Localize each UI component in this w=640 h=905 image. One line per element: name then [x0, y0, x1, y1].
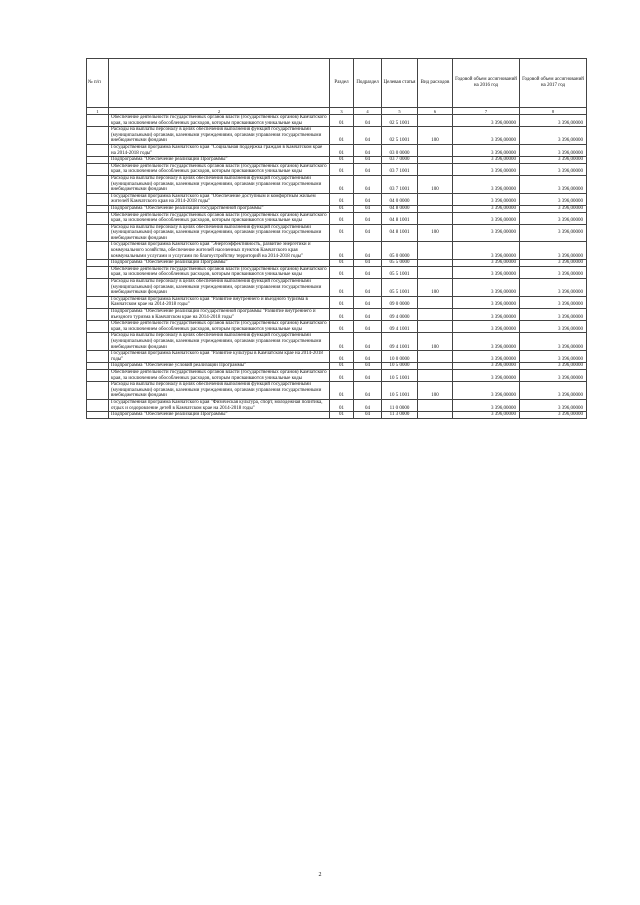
row-amount-2016-cell: 3 396,00000 — [453, 382, 520, 400]
row-subsection-cell: 04 — [354, 333, 382, 351]
row-number-cell — [87, 127, 109, 145]
row-section-cell: 01 — [330, 309, 354, 321]
row-subsection-cell: 04 — [354, 363, 382, 370]
row-number-cell — [87, 175, 109, 193]
row-expense-type-cell — [418, 309, 453, 321]
row-amount-2017-cell: 3 396,00000 — [520, 266, 587, 278]
table-row — [87, 205, 587, 212]
table-row — [87, 144, 587, 156]
row-subsection-cell: 04 — [354, 224, 382, 242]
row-number-cell — [87, 321, 109, 333]
row-number-cell — [87, 193, 109, 205]
row-number-cell — [87, 266, 109, 278]
row-amount-2016-cell: 3 396,00000 — [453, 193, 520, 205]
row-expense-type-cell — [418, 163, 453, 175]
row-amount-2016-cell: 3 396,00000 — [453, 333, 520, 351]
row-article-cell: 05 5 1001 — [382, 279, 418, 297]
row-amount-2017-cell: 3 396,00000 — [520, 412, 587, 419]
row-amount-2017-cell: 3 396,00000 — [520, 260, 587, 267]
row-name-cell: Расходы на выплаты персоналу в целях обеспечения выполнения функций государственными (муниципальными) органами, казенными учреждениями, органами управления государственными внебюджетными фондами — [109, 382, 330, 400]
row-expense-type-cell: 100 — [418, 224, 453, 242]
row-amount-2017-cell: 3 396,00000 — [520, 363, 587, 370]
row-amount-2016-cell: 3 396,00000 — [453, 175, 520, 193]
row-number-cell — [87, 260, 109, 267]
row-amount-2017-cell: 3 396,00000 — [520, 242, 587, 260]
row-subsection-cell: 04 — [354, 399, 382, 411]
row-amount-2016-cell: 3 396,00000 — [453, 369, 520, 381]
row-amount-2016-cell: 3 396,00000 — [453, 321, 520, 333]
row-expense-type-cell — [418, 363, 453, 370]
row-expense-type-cell — [418, 399, 453, 411]
row-section-cell: 01 — [330, 363, 354, 370]
row-name-cell: Обеспечение деятельности государственных органов власти (государственных органов) Камчатского края, за исключением обособленных расходов, которым присваиваются уникальные коды — [109, 369, 330, 381]
row-subsection-cell: 04 — [354, 412, 382, 419]
row-subsection-cell: 04 — [354, 193, 382, 205]
row-amount-2017-cell: 3 396,00000 — [520, 321, 587, 333]
row-article-cell: 05 5 0000 — [382, 260, 418, 267]
row-subsection-cell: 04 — [354, 266, 382, 278]
row-article-cell: 10 5 1001 — [382, 382, 418, 400]
row-expense-type-cell — [418, 351, 453, 363]
row-name-cell: Государственная программа Камчатского края "Развитие внутреннего и въездного туризма в Камчатском крае на 2014-2018 годы" — [109, 296, 330, 308]
row-article-cell: 05 5 1001 — [382, 266, 418, 278]
row-name-cell: Государственная программа Камчатского края "Социальная поддержка граждан в Камчатском крае на 2014-2018 годы" — [109, 144, 330, 156]
row-amount-2017-cell: 3 396,00000 — [520, 163, 587, 175]
header-article: Целевая статья — [382, 59, 418, 108]
row-article-cell: 03 7 1001 — [382, 163, 418, 175]
row-amount-2016-cell: 3 396,00000 — [453, 212, 520, 224]
row-amount-2016-cell: 3 396,00000 — [453, 144, 520, 156]
row-number-cell — [87, 115, 109, 127]
column-index-cell: 3 — [330, 108, 354, 115]
row-amount-2017-cell: 3 396,00000 — [520, 115, 587, 127]
row-number-cell — [87, 333, 109, 351]
row-expense-type-cell — [418, 205, 453, 212]
table-row — [87, 321, 587, 333]
row-name-cell: Государственная программа Камчатского края "Физическая культура, спорт, молодежная политика, отдых и оздоровление детей в Камчатском крае на 2014-2018 годы" — [109, 399, 330, 411]
row-expense-type-cell: 100 — [418, 127, 453, 145]
row-amount-2017-cell: 3 396,00000 — [520, 296, 587, 308]
row-section-cell: 01 — [330, 296, 354, 308]
row-amount-2016-cell: 3 396,00000 — [453, 260, 520, 267]
row-subsection-cell: 04 — [354, 242, 382, 260]
row-amount-2017-cell: 3 396,00000 — [520, 309, 587, 321]
table-row — [87, 309, 587, 321]
row-number-cell — [87, 296, 109, 308]
row-amount-2017-cell: 3 396,00000 — [520, 279, 587, 297]
row-amount-2016-cell: 3 396,00000 — [453, 115, 520, 127]
row-article-cell: 10 5 0000 — [382, 363, 418, 370]
row-name-cell: Подпрограмма "Обеспечение условий реализации Программы" — [109, 363, 330, 370]
column-index-cell: 8 — [520, 108, 587, 115]
row-number-cell — [87, 412, 109, 419]
row-article-cell: 05 0 0000 — [382, 242, 418, 260]
row-expense-type-cell — [418, 157, 453, 164]
table-row — [87, 175, 587, 193]
budget-table-sheet — [86, 58, 586, 419]
table-row — [87, 333, 587, 351]
row-expense-type-cell: 100 — [418, 279, 453, 297]
row-amount-2016-cell: 3 396,00000 — [453, 296, 520, 308]
row-number-cell — [87, 242, 109, 260]
row-amount-2016-cell: 3 396,00000 — [453, 351, 520, 363]
row-expense-type-cell — [418, 369, 453, 381]
row-amount-2017-cell: 3 396,00000 — [520, 399, 587, 411]
row-amount-2016-cell: 3 396,00000 — [453, 127, 520, 145]
row-amount-2017-cell: 3 396,00000 — [520, 382, 587, 400]
row-expense-type-cell — [418, 144, 453, 156]
row-article-cell: 03 7 1001 — [382, 175, 418, 193]
table-row — [87, 163, 587, 175]
row-amount-2016-cell: 3 396,00000 — [453, 412, 520, 419]
row-number-cell — [87, 363, 109, 370]
row-section-cell: 01 — [330, 127, 354, 145]
row-expense-type-cell — [418, 115, 453, 127]
row-amount-2016-cell: 3 396,00000 — [453, 157, 520, 164]
row-article-cell: 09 4 0000 — [382, 309, 418, 321]
row-name-cell: Обеспечение деятельности государственных органов власти (государственных органов) Камчатского края, за исключением обособленных расходов, которым присваиваются уникальные коды — [109, 266, 330, 278]
row-name-cell: Расходы на выплаты персоналу в целях обеспечения выполнения функций государственными (муниципальными) органами, казенными учреждениями, органами управления государственными внебюджетными фондами — [109, 127, 330, 145]
row-subsection-cell: 04 — [354, 115, 382, 127]
row-subsection-cell: 04 — [354, 144, 382, 156]
row-expense-type-cell — [418, 193, 453, 205]
header-year-2017: Годовой объем ассигнований на 2017 год — [520, 59, 587, 108]
column-index-cell: 2 — [109, 108, 330, 115]
row-subsection-cell: 04 — [354, 279, 382, 297]
row-article-cell: 11 3 0000 — [382, 412, 418, 419]
row-subsection-cell: 04 — [354, 382, 382, 400]
table-row — [87, 127, 587, 145]
row-amount-2017-cell: 3 396,00000 — [520, 333, 587, 351]
row-name-cell: Расходы на выплаты персоналу в целях обеспечения выполнения функций государственными (муниципальными) органами, казенными учреждениями, органами управления государственными внебюджетными фондами — [109, 224, 330, 242]
row-article-cell: 04 8 1001 — [382, 224, 418, 242]
row-expense-type-cell — [418, 212, 453, 224]
row-name-cell: Обеспечение деятельности государственных органов власти (государственных органов) Камчатского края, за исключением обособленных расходов, которым присваиваются уникальные коды — [109, 163, 330, 175]
row-number-cell — [87, 157, 109, 164]
row-name-cell: Государственная программа Камчатского края "Обеспечение доступным и комфортным жильем жителей Камчатского края на 2014-2018 годы" — [109, 193, 330, 205]
row-article-cell: 09 0 0000 — [382, 296, 418, 308]
table-row — [87, 242, 587, 260]
row-amount-2017-cell: 3 396,00000 — [520, 224, 587, 242]
row-article-cell: 04 8 1001 — [382, 212, 418, 224]
row-amount-2016-cell: 3 396,00000 — [453, 363, 520, 370]
row-subsection-cell: 04 — [354, 157, 382, 164]
row-subsection-cell: 04 — [354, 369, 382, 381]
table-header-row — [87, 59, 587, 108]
row-amount-2017-cell: 3 396,00000 — [520, 144, 587, 156]
row-number-cell — [87, 399, 109, 411]
row-article-cell: 11 0 0000 — [382, 399, 418, 411]
row-name-cell: Подпрограмма "Обеспечение реализации государственной программы "Развитие внутреннего и въездного туризма в Камчатском крае на 2014-2018 годы" — [109, 309, 330, 321]
row-section-cell: 01 — [330, 144, 354, 156]
table-row — [87, 363, 587, 370]
row-name-cell: Подпрограмма "Обеспечение реализации государственной программы" — [109, 205, 330, 212]
row-expense-type-cell — [418, 296, 453, 308]
row-article-cell: 09 4 1001 — [382, 321, 418, 333]
row-section-cell: 01 — [330, 333, 354, 351]
row-expense-type-cell: 100 — [418, 175, 453, 193]
row-number-cell — [87, 382, 109, 400]
row-section-cell: 01 — [330, 157, 354, 164]
table-body — [87, 115, 587, 419]
column-index-cell: 7 — [453, 108, 520, 115]
column-index-cell: 5 — [382, 108, 418, 115]
row-name-cell: Расходы на выплаты персоналу в целях обеспечения выполнения функций государственными (муниципальными) органами, казенными учреждениями, органами управления государственными внебюджетными фондами — [109, 333, 330, 351]
budget-allocation-table — [86, 58, 587, 419]
table-row — [87, 157, 587, 164]
row-expense-type-cell — [418, 242, 453, 260]
row-section-cell: 01 — [330, 279, 354, 297]
table-row — [87, 279, 587, 297]
column-index-cell: 1 — [87, 108, 109, 115]
row-name-cell: Расходы на выплаты персоналу в целях обеспечения выполнения функций государственными (муниципальными) органами, казенными учреждениями, органами управления государственными внебюджетными фондами — [109, 175, 330, 193]
row-number-cell — [87, 163, 109, 175]
row-subsection-cell: 04 — [354, 321, 382, 333]
row-number-cell — [87, 369, 109, 381]
row-name-cell: Подпрограмма "Обеспечение реализации Программы" — [109, 260, 330, 267]
row-subsection-cell: 04 — [354, 309, 382, 321]
table-row — [87, 296, 587, 308]
column-index-cell: 6 — [418, 108, 453, 115]
table-row — [87, 212, 587, 224]
table-row — [87, 266, 587, 278]
row-subsection-cell: 04 — [354, 127, 382, 145]
row-amount-2016-cell: 3 396,00000 — [453, 399, 520, 411]
row-number-cell — [87, 351, 109, 363]
table-row — [87, 260, 587, 267]
row-expense-type-cell — [418, 266, 453, 278]
row-name-cell: Расходы на выплаты персоналу в целях обеспечения выполнения функций государственными (муниципальными) органами, казенными учреждениями, органами управления государственными внебюджетными фондами — [109, 279, 330, 297]
row-name-cell: Обеспечение деятельности государственных органов власти (государственных органов) Камчатского края, за исключением обособленных расходов, которым присваиваются уникальные коды — [109, 212, 330, 224]
row-section-cell: 01 — [330, 193, 354, 205]
row-name-cell: Подпрограмма "Обеспечение реализации Программы" — [109, 157, 330, 164]
row-article-cell: 03 7 0000 — [382, 157, 418, 164]
header-expense-type: Вид расходов — [418, 59, 453, 108]
row-amount-2016-cell: 3 396,00000 — [453, 205, 520, 212]
row-amount-2016-cell: 3 396,00000 — [453, 224, 520, 242]
row-amount-2016-cell: 3 396,00000 — [453, 242, 520, 260]
table-row — [87, 351, 587, 363]
header-number: № п/п — [87, 59, 109, 108]
row-expense-type-cell — [418, 260, 453, 267]
row-expense-type-cell: 100 — [418, 333, 453, 351]
row-number-cell — [87, 224, 109, 242]
row-article-cell: 10 5 1001 — [382, 369, 418, 381]
row-number-cell — [87, 144, 109, 156]
header-subsection: Подраздел — [354, 59, 382, 108]
row-amount-2016-cell: 3 396,00000 — [453, 163, 520, 175]
row-section-cell: 01 — [330, 412, 354, 419]
table-row — [87, 412, 587, 419]
table-row — [87, 399, 587, 411]
row-section-cell: 01 — [330, 115, 354, 127]
header-year-2016: Годовой объем ассигнований на 2016 год — [453, 59, 520, 108]
row-section-cell: 01 — [330, 266, 354, 278]
table-row — [87, 224, 587, 242]
row-name-cell: Государственная программа Камчатского края "Развитие культуры в Камчатском крае на 2014-2018 годы" — [109, 351, 330, 363]
row-subsection-cell: 04 — [354, 260, 382, 267]
table-row — [87, 382, 587, 400]
row-number-cell — [87, 212, 109, 224]
row-section-cell: 01 — [330, 205, 354, 212]
row-subsection-cell: 04 — [354, 351, 382, 363]
page-number: 2 — [318, 872, 322, 878]
row-section-cell: 01 — [330, 399, 354, 411]
row-name-cell: Обеспечение деятельности государственных органов власти (государственных органов) Камчатского края, за исключением обособленных расходов, которым присваиваются уникальные коды — [109, 321, 330, 333]
row-expense-type-cell — [418, 321, 453, 333]
row-number-cell — [87, 279, 109, 297]
row-article-cell: 10 0 0000 — [382, 351, 418, 363]
row-amount-2016-cell: 3 396,00000 — [453, 266, 520, 278]
row-article-cell: 02 5 1001 — [382, 127, 418, 145]
row-amount-2017-cell: 3 396,00000 — [520, 157, 587, 164]
row-subsection-cell: 04 — [354, 163, 382, 175]
row-number-cell — [87, 205, 109, 212]
row-amount-2017-cell: 3 396,00000 — [520, 193, 587, 205]
table-row — [87, 115, 587, 127]
header-name — [109, 59, 330, 108]
row-section-cell: 01 — [330, 351, 354, 363]
row-amount-2017-cell: 3 396,00000 — [520, 205, 587, 212]
row-section-cell: 01 — [330, 382, 354, 400]
row-amount-2017-cell: 3 396,00000 — [520, 212, 587, 224]
row-amount-2016-cell: 3 396,00000 — [453, 309, 520, 321]
table-row — [87, 369, 587, 381]
row-expense-type-cell: 100 — [418, 382, 453, 400]
row-number-cell — [87, 309, 109, 321]
row-expense-type-cell — [418, 412, 453, 419]
row-amount-2016-cell: 3 396,00000 — [453, 279, 520, 297]
row-section-cell: 01 — [330, 212, 354, 224]
row-subsection-cell: 04 — [354, 212, 382, 224]
row-section-cell: 01 — [330, 369, 354, 381]
row-subsection-cell: 04 — [354, 205, 382, 212]
row-section-cell: 01 — [330, 224, 354, 242]
row-amount-2017-cell: 3 396,00000 — [520, 369, 587, 381]
header-section: Раздел — [330, 59, 354, 108]
row-section-cell: 01 — [330, 321, 354, 333]
row-article-cell: 02 5 1001 — [382, 115, 418, 127]
row-section-cell: 01 — [330, 242, 354, 260]
row-amount-2017-cell: 3 396,00000 — [520, 127, 587, 145]
row-amount-2017-cell: 3 396,00000 — [520, 175, 587, 193]
row-subsection-cell: 04 — [354, 296, 382, 308]
row-section-cell: 01 — [330, 260, 354, 267]
row-subsection-cell: 04 — [354, 175, 382, 193]
row-article-cell: 03 0 0000 — [382, 144, 418, 156]
row-name-cell: Подпрограмма "Обеспечение реализации Программы" — [109, 412, 330, 419]
row-section-cell: 01 — [330, 175, 354, 193]
column-index-cell: 4 — [354, 108, 382, 115]
row-name-cell: Обеспечение деятельности государственных органов власти (государственных органов) Камчатского края, за исключением обособленных расходов, которым присваиваются уникальные коды — [109, 115, 330, 127]
row-amount-2017-cell: 3 396,00000 — [520, 351, 587, 363]
row-article-cell: 04 0 0000 — [382, 193, 418, 205]
column-index-row — [87, 108, 587, 115]
row-section-cell: 01 — [330, 163, 354, 175]
row-name-cell: Государственная программа Камчатского края "Энергоэффективность, развитие энергетики и коммунального хозяйства, обеспечение жителей населенных пунктов Камчатского края коммунальными услугами и услугами по благоустройству территорий на 2014-2018 годы" — [109, 242, 330, 260]
row-article-cell: 04 8 0000 — [382, 205, 418, 212]
table-row — [87, 193, 587, 205]
row-article-cell: 09 4 1001 — [382, 333, 418, 351]
